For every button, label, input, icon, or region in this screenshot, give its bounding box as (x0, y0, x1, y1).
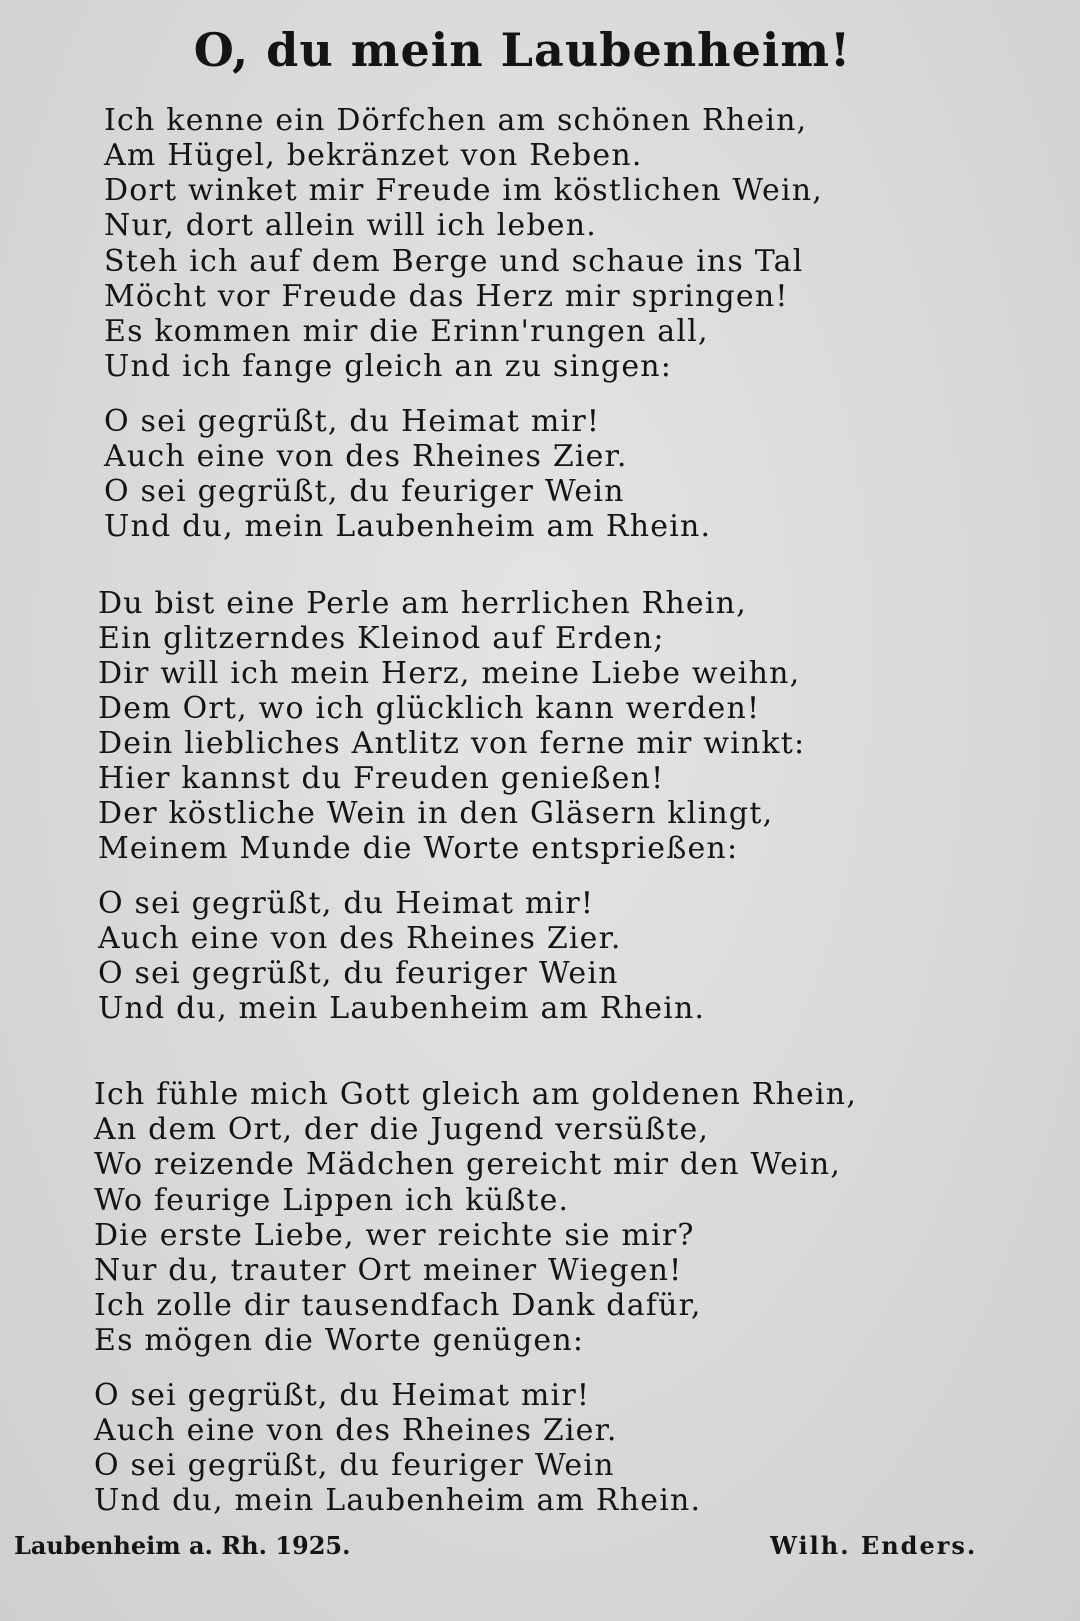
refrain-line: Und du, mein Laubenheim am Rhein. (98, 991, 706, 1026)
poem-line: Es kommen mir die Erinn'rungen all, (104, 314, 709, 349)
refrain-line: Auch eine von des Rheines Zier. (104, 439, 628, 474)
poem-line: Dein liebliches Antlitz von ferne mir winkt: (98, 726, 806, 761)
refrain-line: Auch eine von des Rheines Zier. (98, 921, 622, 956)
refrain-line: O sei gegrüßt, du feuriger Wein (104, 474, 625, 509)
poem-line: An dem Ort, der die Jugend versüßte, (94, 1112, 710, 1147)
poem-line: Ich kenne ein Dörfchen am schönen Rhein, (104, 103, 808, 138)
refrain-line: Auch eine von des Rheines Zier. (94, 1413, 618, 1448)
poem-line: Am Hügel, bekränzet von Reben. (104, 138, 643, 173)
poem-line: Ein glitzerndes Kleinod auf Erden; (98, 621, 665, 656)
poem-line: Wo reizende Mädchen gereicht mir den Wein, (94, 1147, 842, 1182)
refrain-line: O sei gegrüßt, du Heimat mir! (94, 1378, 591, 1413)
refrain-line: Und du, mein Laubenheim am Rhein. (94, 1483, 702, 1518)
refrain-line: O sei gegrüßt, du Heimat mir! (98, 886, 595, 921)
poem-line: Du bist eine Perle am herrlichen Rhein, (98, 586, 747, 621)
refrain-line: Und du, mein Laubenheim am Rhein. (104, 509, 712, 544)
poem-line: Die erste Liebe, wer reichte sie mir? (94, 1218, 695, 1253)
poem-line: Dort winket mir Freude im köstlichen Wein, (104, 173, 823, 208)
poem-line: Hier kannst du Freuden genießen! (98, 761, 665, 796)
poem-line: Wo feurige Lippen ich küßte. (94, 1183, 570, 1218)
poem-line: Steh ich auf dem Berge und schaue ins Tal (104, 244, 804, 279)
poem-line: Meinem Munde die Worte entsprießen: (98, 831, 739, 866)
poem-title: O, du mein Laubenheim! (193, 23, 852, 77)
poem-line: Es mögen die Worte genügen: (94, 1323, 585, 1358)
refrain-line: O sei gegrüßt, du Heimat mir! (104, 404, 601, 439)
poem-line: Möcht vor Freude das Herz mir springen! (104, 279, 789, 314)
poem-line: Ich fühle mich Gott gleich am goldenen Rhein, (94, 1077, 858, 1112)
refrain-line: O sei gegrüßt, du feuriger Wein (98, 956, 619, 991)
poem-line: Nur du, trauter Ort meiner Wiegen! (94, 1253, 683, 1288)
poem-line: Ich zolle dir tausendfach Dank dafür, (94, 1288, 702, 1323)
poem-line: Und ich fange gleich an zu singen: (104, 349, 673, 384)
poem-line: Dem Ort, wo ich glücklich kann werden! (98, 691, 761, 726)
author-signature: Wilh. Enders. (770, 1531, 978, 1560)
refrain-line: O sei gegrüßt, du feuriger Wein (94, 1448, 615, 1483)
poem-line: Der köstliche Wein in den Gläsern klingt, (98, 796, 774, 831)
poem-line: Dir will ich mein Herz, meine Liebe weihn, (98, 656, 801, 691)
place-and-date: Laubenheim a. Rh. 1925. (14, 1531, 351, 1560)
poem-line: Nur, dort allein will ich leben. (104, 208, 597, 243)
